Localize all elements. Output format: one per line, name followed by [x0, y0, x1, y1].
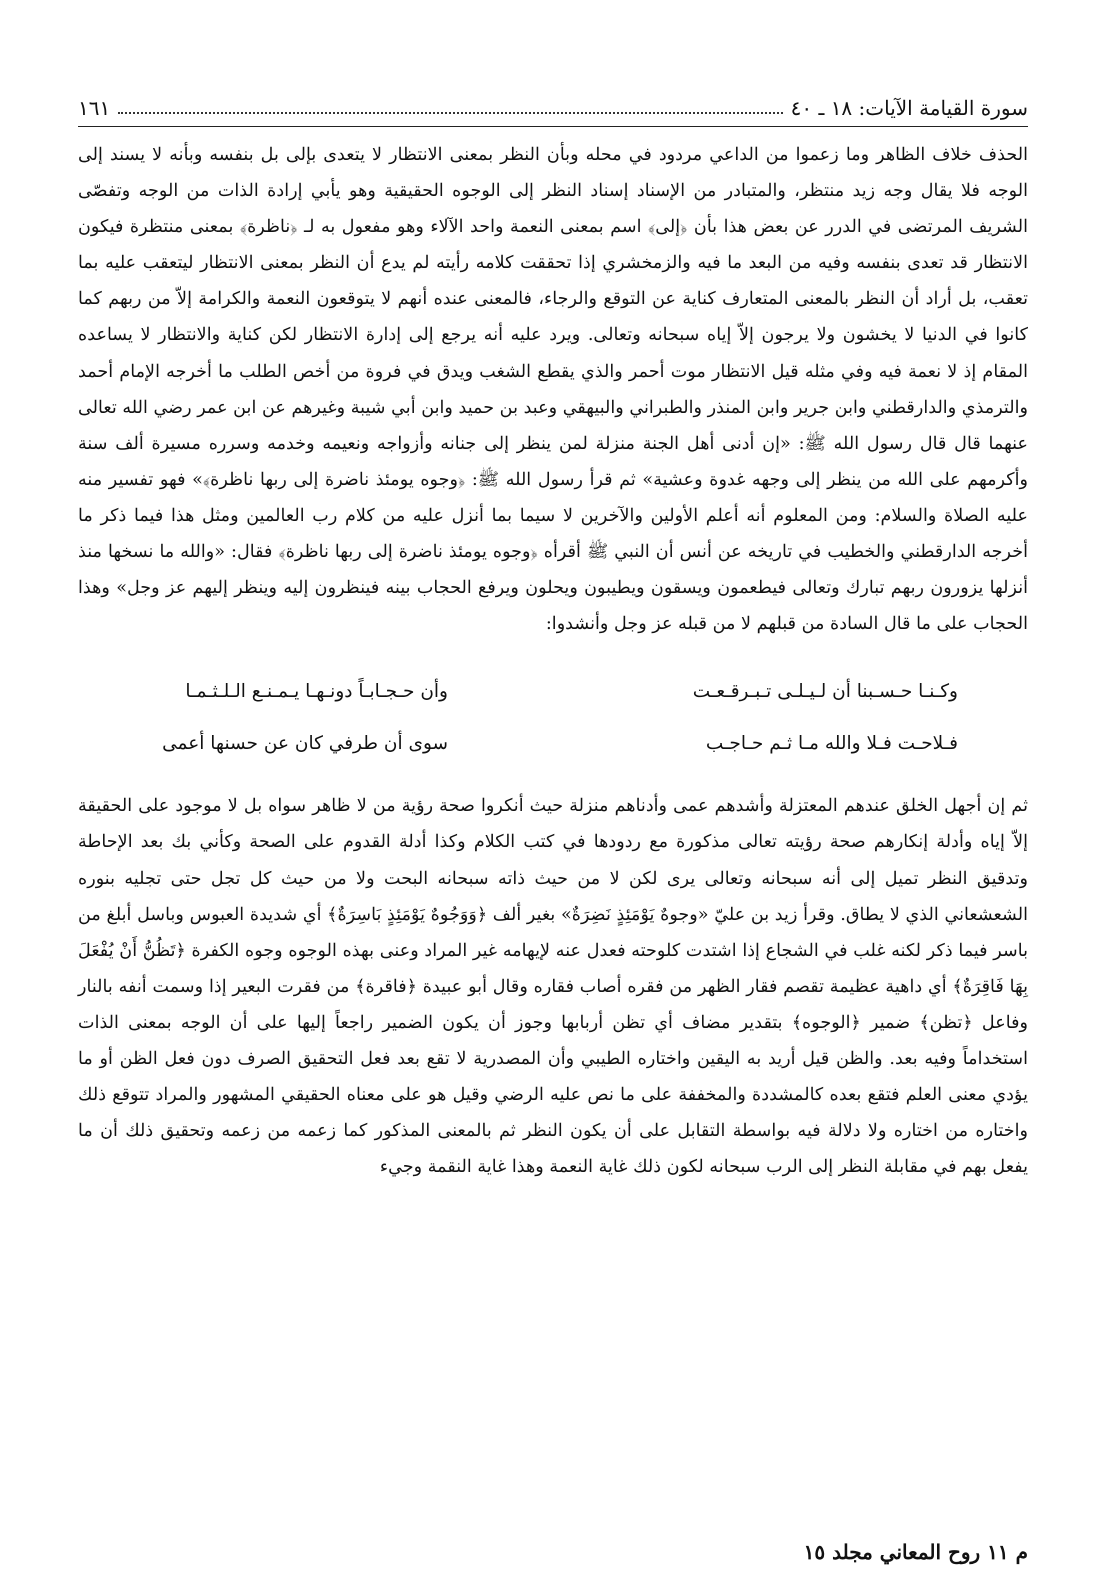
running-header	[78, 96, 1028, 127]
verse-first-half: فـلاحـت فـلا والله مـا ثـم حـاجـب	[705, 733, 958, 755]
poem-verse	[78, 718, 1018, 770]
page-number: ١٦١	[78, 96, 111, 120]
footer-signature: م ١١ روح المعاني مجلد ١٥	[803, 1540, 1028, 1564]
header-leader-dots	[118, 112, 782, 114]
verse-second-half: وأن حـجـابـاً دونـهـا يـمـنـع الـلـثـمـا	[185, 681, 448, 703]
page	[78, 96, 1028, 1185]
verse-second-half: سوى أن طرفي كان عن حسنها أعمى	[162, 733, 448, 755]
poem	[78, 666, 1018, 770]
paragraph-2: ثم إن أجهل الخلق عندهم المعتزلة وأشدهم عمى وأدناهم منزلة حيث أنكروا صحة رؤية من لا ظاهر سواه بل لا موجود على الحقيقة إلاّ إياه وأدلة إنكارهم صحة رؤيته تعالى مذكورة مع ردودها في كتب الكلام وكذا أدلة القدوم على الصحة وكأني بك بعد الإحاطة وتدقيق النظر تميل إلى أنه سبحانه وتعالى يرى لكن لا من حيث ذاته سبحانه البحت ولا من حيث كل تجل حتى تجليه بنوره الشعشعاني الذي لا يطاق. وقرأ زيد بن عليّ «وجوهٌ يَوْمَئِذٍ نَضِرَةٌ» بغير ألف ﴿وَوَجُوهٌ يَوْمَئِذٍ بَاسِرَةٌ﴾ أي شديدة العبوس وباسل أبلغ من باسر فيما ذكر لكنه غلب في الشجاع إذا اشتدت كلوحته فعدل عنه لإيهامه غير المراد وعنى بهذه الوجوه وجوه الكفرة ﴿تَظُنُّ أَنْ يُفْعَلَ بِهَا فَاقِرَةٌ﴾ أي داهية عظيمة تقصم فقار الظهر من فقره أصاب فقاره وقال أبو عبيدة ﴿فاقرة﴾ من فقرت البعير إذا وسمت أنفه بالنار وفاعل ﴿تظن﴾ ضمير ﴿الوجوه﴾ بتقدير مضاف أي تظن أربابها وجوز أن يكون الضمير راجعاً إليها على أن الوجه بمعنى الذات استخداماً وفيه بعد. والظن قيل أريد به اليقين واختاره الطيبي وأن المصدرية لا تقع بعد فعل التحقيق الصرف دون فعل الظن أو ما يؤدي معنى العلم فتقع بعده كالمشددة والمخففة على ما نص عليه الرضي وقيل هو على معناه الحقيقي المشهور والمراد تتوقع ذلك واختاره من اختاره ولا دلالة فيه بواسطة التقابل على أن يكون النظر ثم بالمعنى المذكور كما زعمه من زعمه وتحقيق ذلك أن ما يفعل بهم في مقابلة النظر إلى الرب سبحانه لكون ذلك غاية النعمة وهذا غاية النقمة وجيء	[78, 796, 1028, 1178]
poem-verse	[78, 666, 1018, 718]
verse-first-half: وكـنـا حـسـبنا أن لـيـلـى تـبـرقـعـت	[692, 681, 958, 703]
page-body	[78, 137, 1028, 1185]
header-title: سورة القيامة الآيات: ١٨ ـ ٤٠	[790, 96, 1028, 120]
paragraph-1: الحذف خلاف الظاهر وما زعموا من الداعي مردود في محله وبأن النظر بمعنى الانتظار لا يتعدى بإلى بل بنفسه وبأنه لا يسند إلى الوجه فلا يقال وجه زيد منتظر، والمتبادر من الإسناد إسناد النظر إلى الوجوه الحقيقية وهو يأبي إرادة الذات من الوجه وتفصّى الشريف المرتضى في الدرر عن بعض هذا بأن ﴿إلى﴾ اسم بمعنى النعمة واحد الآلاء وهو مفعول به لـ ﴿ناظرة﴾ بمعنى منتظرة فيكون الانتظار قد تعدى بنفسه وفيه من البعد ما فيه والزمخشري إذا تحققت كلامه رأيته لم يدع أن النظر بمعنى الانتظار ليتعقب عليه بما تعقب، بل أراد أن النظر بالمعنى المتعارف كناية عن التوقع والرجاء، فالمعنى عنده أنهم لا يتوقعون النعمة والكرامة إلاّ من ربهم كما كانوا في الدنيا لا يخشون ولا يرجون إلاّ إياه سبحانه وتعالى. ويرد عليه أنه يرجع إلى إدارة الانتظار لكن كناية والانتظار لا يساعده المقام إذ لا نعمة فيه وفي مثله قيل الانتظار موت أحمر والذي يقطع الشغب ويدق في فروة من أخص الطلب ما أخرجه الإمام أحمد والترمذي والدارقطني وابن جرير وابن المنذر والطبراني والبيهقي وعبد بن حميد وابن أبي شيبة وغيرهم عن ابن عمر رضي الله تعالى عنهما قال قال رسول الله ﷺ: «إن أدنى أهل الجنة منزلة لمن ينظر إلى جنانه وأزواجه ونعيمه وخدمه وسرره مسيرة ألف سنة وأكرمهم على الله من ينظر إلى وجهه غدوة وعشية» ثم قرأ رسول الله ﷺ: ﴿وجوه يومئذ ناضرة إلى ربها ناظرة﴾» فهو تفسير منه عليه الصلاة والسلام: ومن المعلوم أنه أعلم الأولين والآخرين لا سيما بما أنزل عليه من كلام رب العالمين ومثل هذا فيما ذكر ما أخرجه الدارقطني والخطيب في تاريخه عن أنس أن النبي ﷺ أقرأه ﴿وجوه يومئذ ناضرة إلى ربها ناظرة﴾ فقال: «والله ما نسخها منذ أنزلها يزورون ربهم تبارك وتعالى فيطعمون ويسقون ويطيبون ويحلون ويرفع الحجاب بينه فينظرون إليه وينظر إليهم عز وجل» وهذا الحجاب على ما قال السادة من قبلهم لا من قبله عز وجل وأنشدوا:	[78, 145, 1028, 635]
